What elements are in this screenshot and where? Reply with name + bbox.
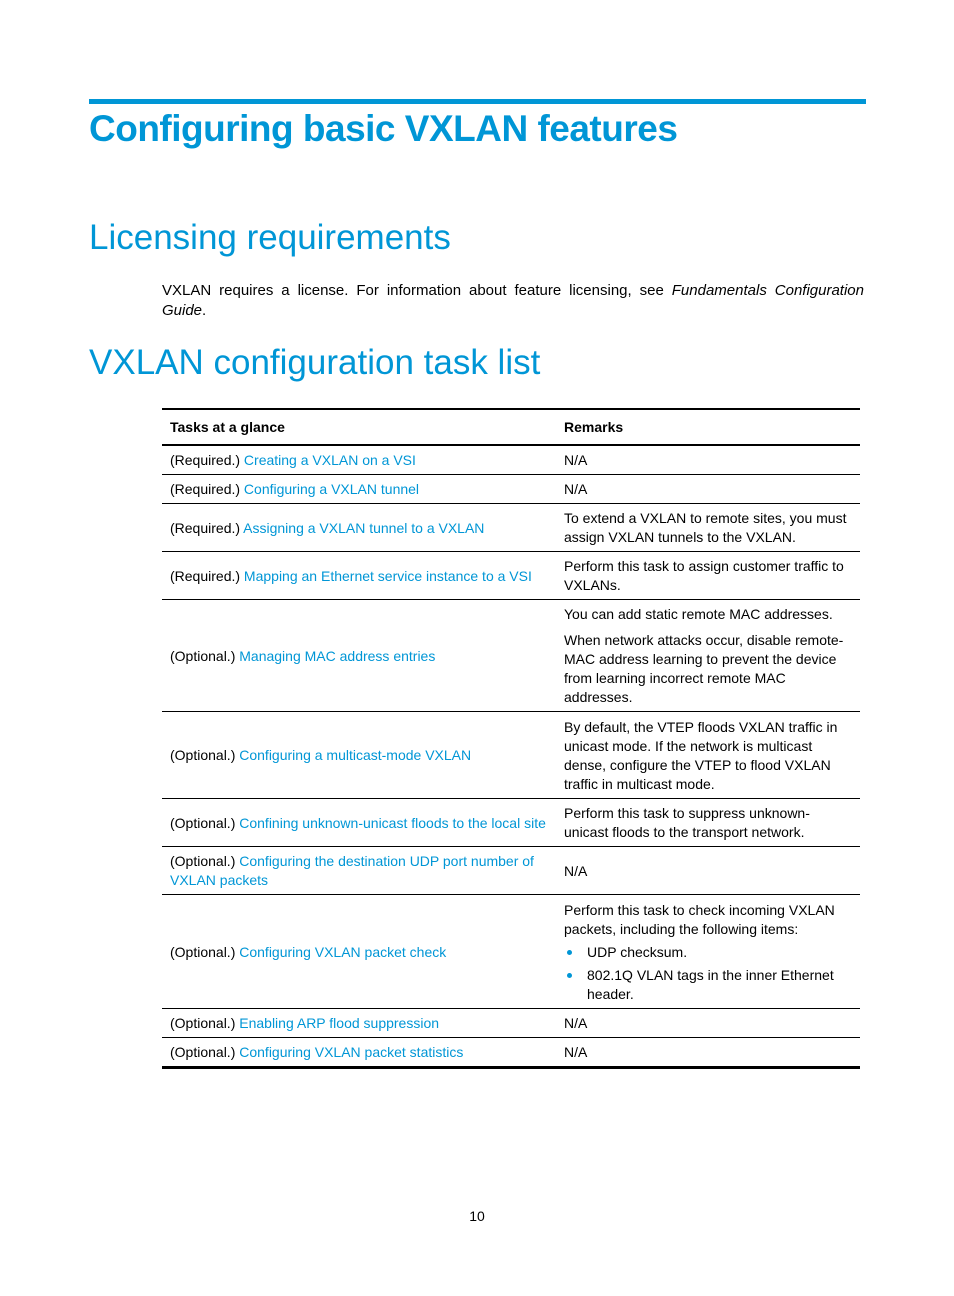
chapter-title: Configuring basic VXLAN features (89, 108, 678, 149)
remarks-cell (556, 1038, 860, 1068)
task-link[interactable]: Confining unknown-unicast floods to the local site (239, 814, 546, 831)
task-requirement: (Optional.) (170, 943, 240, 960)
guide-reference: Fundamentals Configuration Guide (162, 282, 864, 319)
task-requirement: (Required.) (170, 567, 244, 584)
task-link[interactable]: Mapping an Ethernet service instance to a VSI (243, 567, 532, 584)
remark-text: Perform this task to suppress unknown-unicast floods to the transport network. (564, 805, 810, 840)
task-requirement: (Required.) (170, 519, 244, 536)
remarks-cell (556, 1009, 860, 1038)
remarks-cell (556, 552, 860, 600)
task-link[interactable]: Managing MAC address entries (239, 647, 436, 664)
table-row (162, 1009, 860, 1038)
bullet-item (564, 943, 852, 962)
remarks-cell (556, 600, 860, 712)
bullet-item (564, 966, 852, 1004)
table-row (162, 552, 860, 600)
remark-text: Perform this task to check incoming VXLAN packets, including the following items: (564, 901, 835, 937)
task-cell (162, 799, 556, 847)
task-link[interactable]: Configuring a VXLAN tunnel (243, 481, 420, 497)
task-cell (162, 847, 556, 895)
remark-text: N/A (564, 1044, 588, 1060)
table-row (162, 1038, 860, 1068)
remarks-cell (556, 445, 860, 475)
task-requirement: (Optional.) (170, 814, 240, 831)
task-link[interactable]: Enabling ARP flood suppression (239, 1015, 440, 1031)
table-row (162, 475, 860, 504)
bullet-icon (567, 950, 572, 955)
chapter-rule (89, 99, 866, 104)
task-cell (162, 712, 556, 799)
task-link[interactable]: Configuring a multicast-mode VXLAN (239, 747, 472, 763)
remark-text: N/A (564, 862, 588, 879)
table-row (162, 504, 860, 552)
task-requirement: (Required.) (170, 481, 244, 497)
bullet-text: UDP checksum. (587, 943, 688, 960)
remark-text: You can add static remote MAC addresses. (564, 606, 833, 622)
task-requirement: (Optional.) (170, 1015, 240, 1031)
bullet-text: 802.1Q VLAN tags in the inner Ethernet header. (587, 966, 834, 1002)
remark-text: N/A (564, 481, 588, 497)
section-heading-licensing: Licensing requirements (89, 218, 451, 257)
remark-text: N/A (564, 452, 588, 468)
task-table (162, 408, 860, 1069)
task-cell (162, 504, 556, 552)
task-cell (162, 445, 556, 475)
page-number: 10 (469, 1208, 485, 1224)
task-link[interactable]: Configuring the destination UDP port number of VXLAN packets (170, 853, 534, 888)
task-link[interactable]: Configuring VXLAN packet statistics (239, 1044, 464, 1060)
table-header-row (162, 409, 860, 445)
task-cell (162, 552, 556, 600)
licensing-text: VXLAN requires a license. For information about feature licensing, see (162, 282, 672, 299)
remarks-cell (556, 712, 860, 799)
remark-text: To extend a VXLAN to remote sites, you must assign VXLAN tunnels to the VXLAN. (564, 510, 847, 545)
remark-text: By default, the VTEP floods VXLAN traffic in unicast mode. If the network is multicast dense, configure the VTEP to flood VXLAN traffic in multicast mode. (564, 718, 838, 792)
bullet-list (564, 943, 852, 1004)
task-link[interactable]: Creating a VXLAN on a VSI (243, 452, 416, 468)
table-body (162, 445, 860, 1068)
table-row (162, 847, 860, 895)
column-header-remarks: Remarks (564, 418, 624, 435)
remarks-cell (556, 475, 860, 504)
task-requirement: (Optional.) (170, 853, 240, 869)
licensing-text-end: . (202, 302, 207, 319)
task-requirement: (Optional.) (170, 1044, 240, 1060)
table-row (162, 445, 860, 475)
remark-text: N/A (564, 1015, 588, 1031)
task-link[interactable]: Configuring VXLAN packet check (239, 943, 447, 960)
section-heading-task-list: VXLAN configuration task list (89, 343, 541, 382)
task-cell (162, 475, 556, 504)
bullet-icon (567, 973, 572, 978)
licensing-paragraph (162, 281, 864, 321)
task-requirement: (Required.) (170, 452, 244, 468)
table-row (162, 712, 860, 799)
table-row (162, 799, 860, 847)
remarks-cell (556, 799, 860, 847)
task-cell (162, 1038, 556, 1068)
task-cell (162, 1009, 556, 1038)
remark-text: When network attacks occur, disable remote-MAC address learning to prevent the device from learning incorrect remote MAC addresses. (564, 632, 844, 705)
remarks-cell (556, 504, 860, 552)
remark-text: Perform this task to assign customer traffic to VXLANs. (564, 558, 844, 593)
task-link[interactable]: Assigning a VXLAN tunnel to a VXLAN (243, 519, 485, 536)
task-requirement: (Optional.) (170, 647, 240, 664)
column-header-tasks: Tasks at a glance (170, 418, 285, 435)
task-requirement: (Optional.) (170, 747, 240, 763)
task-cell (162, 895, 556, 1009)
table-row (162, 600, 860, 712)
table-row (162, 895, 860, 1009)
task-cell (162, 600, 556, 712)
remarks-cell (556, 847, 860, 895)
remarks-cell (556, 895, 860, 1009)
